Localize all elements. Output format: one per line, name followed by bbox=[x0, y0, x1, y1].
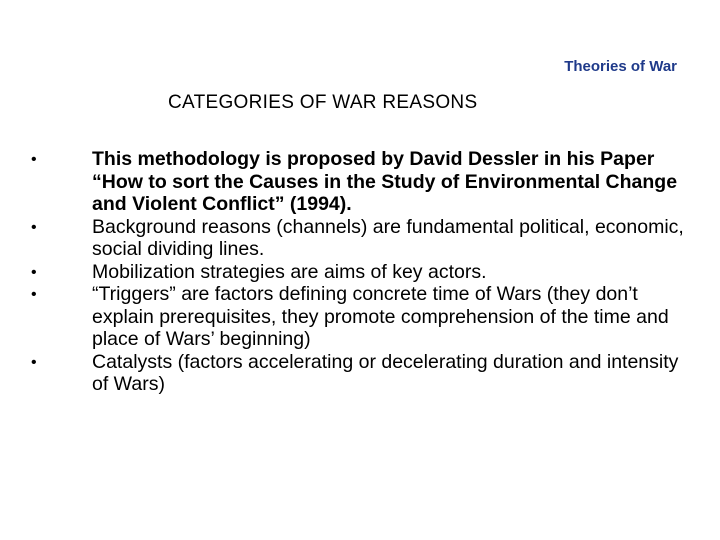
bullet-text: Catalysts (factors accelerating or decelerating duration and intensity of Wars) bbox=[92, 350, 679, 395]
bullet-item bbox=[0, 216, 720, 261]
bullet-marker: • bbox=[31, 151, 37, 168]
bullet-item bbox=[0, 351, 720, 396]
header-title: Theories of War bbox=[564, 58, 677, 75]
bullet-text: Mobilization strategies are aims of key actors. bbox=[92, 260, 487, 283]
bullet-marker: • bbox=[31, 263, 37, 281]
bullet-item bbox=[0, 148, 720, 216]
bullet-marker: • bbox=[31, 218, 37, 236]
slide-title: CATEGORIES OF WAR REASONS bbox=[168, 92, 478, 113]
bullet-text: “Triggers” are factors defining concrete time of Wars (they don’t explain prerequisites, they promote comprehension of the time and place of Wars’ beginning) bbox=[92, 283, 669, 350]
bullet-text: Background reasons (channels) are fundamental political, economic, social dividing lines. bbox=[92, 215, 684, 260]
bullet-text: This methodology is proposed by David Dessler in his Paper “How to sort the Causes in the Study of Environmental Change and Violent Conflict” (1994). bbox=[92, 148, 678, 215]
bullet-marker: • bbox=[31, 286, 37, 303]
bullet-marker: • bbox=[31, 353, 37, 371]
bullet-list bbox=[0, 148, 720, 396]
bullet-item bbox=[0, 261, 720, 284]
bullet-item bbox=[0, 283, 720, 351]
